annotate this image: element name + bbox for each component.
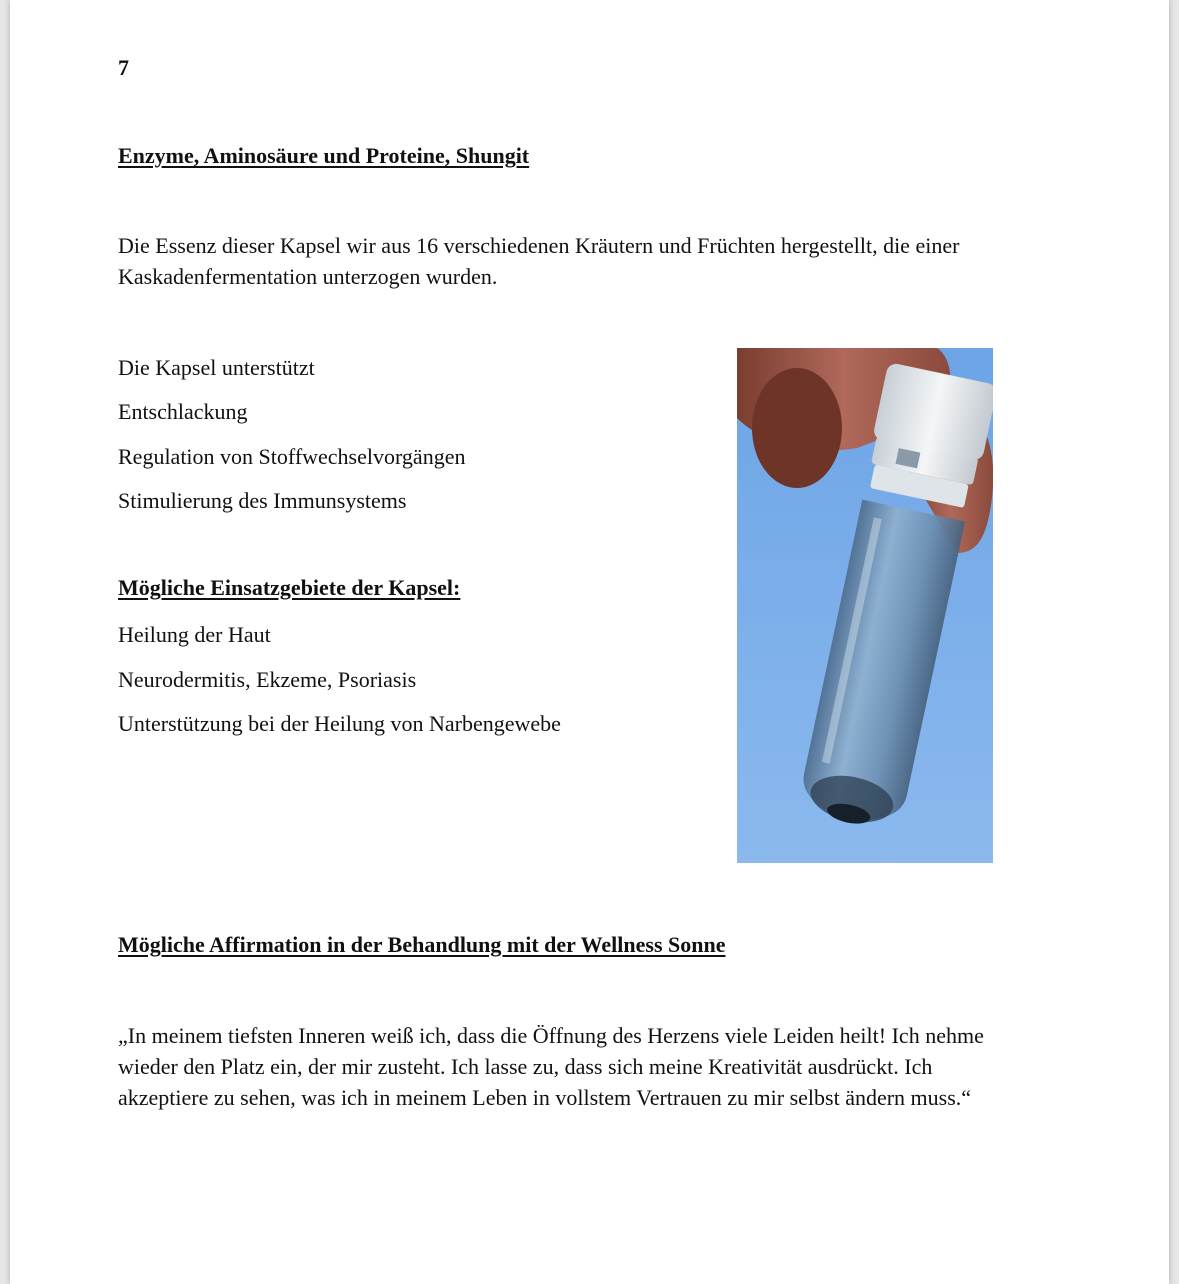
capsule-vial-photo <box>737 348 993 863</box>
document-page <box>10 0 1169 1284</box>
uses-item: Unterstützung bei der Heilung von Narbengewebe <box>118 711 561 736</box>
affirmation-heading: Mögliche Affirmation in der Behandlung mit der Wellness Sonne <box>118 932 726 957</box>
intro-line-2: Kaskadenfermentation unterzogen wurden. <box>118 264 498 289</box>
supports-title: Die Kapsel unterstützt <box>118 355 315 380</box>
uses-heading: Mögliche Einsatzgebiete der Kapsel: <box>118 575 461 600</box>
page-number: 7 <box>118 55 129 80</box>
affirmation-line-3: akzeptiere zu sehen, was ich in meinem Leben in vollstem Vertrauen zu mir selbst ändern muss.“ <box>118 1085 972 1110</box>
supports-item: Stimulierung des Immunsystems <box>118 488 407 513</box>
uses-item: Neurodermitis, Ekzeme, Psoriasis <box>118 667 417 692</box>
affirmation-line-2: wieder den Platz ein, der mir zusteht. Ich lasse zu, dass sich meine Kreativität ausdrückt. Ich <box>118 1054 933 1079</box>
uses-item: Heilung der Haut <box>118 622 271 647</box>
affirmation-line-1: „In meinem tiefsten Inneren weiß ich, dass die Öffnung des Herzens viele Leiden heilt! Ich nehme <box>118 1023 984 1048</box>
supports-item: Regulation von Stoffwechselvorgängen <box>118 444 466 469</box>
supports-item: Entschlackung <box>118 399 248 424</box>
section-heading-enzymes: Enzyme, Aminosäure und Proteine, Shungit <box>118 143 530 168</box>
intro-line-1: Die Essenz dieser Kapsel wir aus 16 verschiedenen Kräutern und Früchten hergestellt, die einer <box>118 233 960 258</box>
